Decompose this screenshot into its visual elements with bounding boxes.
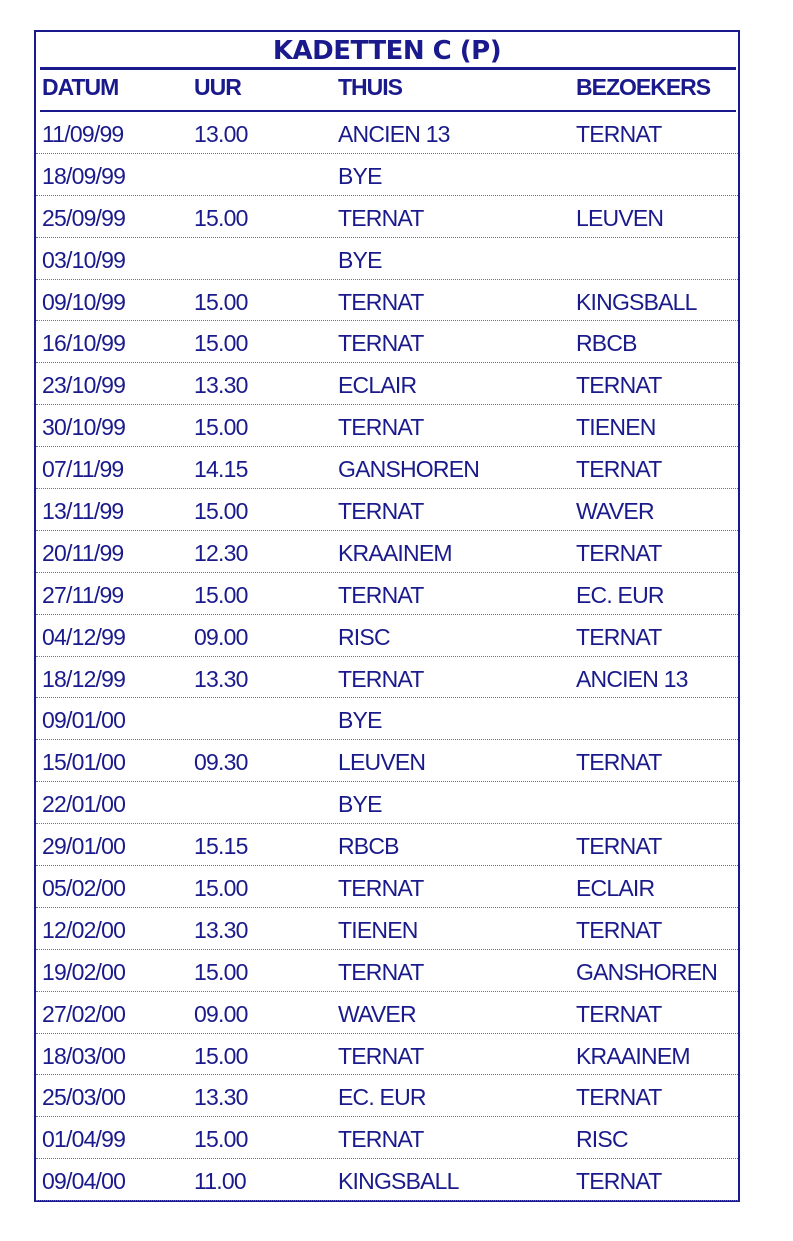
cell-datum: 16/10/99: [42, 330, 126, 357]
cell-bezoekers: KINGSBALL: [576, 288, 697, 315]
header-uur: UUR: [194, 74, 241, 100]
cell-uur: 15.00: [194, 1126, 248, 1153]
table-row: [36, 908, 738, 950]
table-row: [36, 950, 738, 992]
cell-datum: 05/02/00: [42, 875, 126, 902]
header-thuis: THUIS: [338, 74, 402, 100]
cell-uur: 14.15: [194, 456, 248, 483]
cell-bezoekers: TERNAT: [576, 623, 662, 650]
table-row: [36, 238, 738, 280]
cell-datum: 22/01/00: [42, 791, 126, 818]
table-row: [36, 405, 738, 447]
cell-datum: 12/02/00: [42, 916, 126, 943]
cell-bezoekers: TERNAT: [576, 1168, 662, 1195]
cell-uur: 11.00: [194, 1168, 246, 1195]
cell-thuis: TERNAT: [338, 204, 424, 231]
table-row: [36, 698, 738, 740]
table-row: [36, 992, 738, 1034]
table-row: [36, 782, 738, 824]
cell-datum: 03/10/99: [42, 246, 126, 273]
cell-bezoekers: GANSHOREN: [576, 958, 718, 985]
table-row: [36, 489, 738, 531]
cell-thuis: TERNAT: [338, 288, 424, 315]
cell-uur: 09.30: [194, 749, 248, 776]
cell-bezoekers: TERNAT: [576, 916, 662, 943]
cell-thuis: ECLAIR: [338, 372, 417, 399]
table-row: [36, 1034, 738, 1076]
table-body: [36, 112, 738, 1201]
cell-thuis: RISC: [338, 623, 390, 650]
cell-bezoekers: TERNAT: [576, 833, 662, 860]
cell-thuis: EC. EUR: [338, 1084, 426, 1111]
cell-bezoekers: TERNAT: [576, 539, 662, 566]
header-datum: DATUM: [42, 74, 119, 100]
cell-uur: 15.00: [194, 204, 248, 231]
cell-thuis: BYE: [338, 707, 382, 734]
table-row: [36, 1117, 738, 1159]
cell-datum: 01/04/99: [42, 1126, 126, 1153]
cell-thuis: TERNAT: [338, 414, 424, 441]
cell-uur: 15.00: [194, 581, 248, 608]
cell-uur: 13.30: [194, 372, 248, 399]
table-row: [36, 363, 738, 405]
table-row: [36, 740, 738, 782]
cell-uur: 15.00: [194, 330, 248, 357]
cell-datum: 25/09/99: [42, 204, 126, 231]
cell-thuis: TIENEN: [338, 916, 418, 943]
cell-bezoekers: TERNAT: [576, 121, 662, 147]
cell-thuis: TERNAT: [338, 498, 424, 525]
cell-bezoekers: WAVER: [576, 498, 654, 525]
cell-uur: 09.00: [194, 623, 248, 650]
cell-uur: 12.30: [194, 539, 248, 566]
cell-thuis: RBCB: [338, 833, 399, 860]
cell-uur: 15.00: [194, 498, 248, 525]
cell-datum: 27/02/00: [42, 1000, 126, 1027]
cell-datum: 25/03/00: [42, 1084, 126, 1111]
table-row: [36, 321, 738, 363]
cell-datum: 15/01/00: [42, 749, 126, 776]
header-bezoekers: BEZOEKERS: [576, 74, 711, 100]
cell-thuis: BYE: [338, 791, 382, 818]
cell-bezoekers: TERNAT: [576, 456, 662, 483]
cell-datum: 20/11/99: [42, 539, 124, 566]
cell-thuis: GANSHOREN: [338, 456, 480, 483]
cell-datum: 18/03/00: [42, 1042, 126, 1069]
cell-bezoekers: EC. EUR: [576, 581, 664, 608]
cell-bezoekers: RBCB: [576, 330, 637, 357]
cell-uur: 13.30: [194, 916, 248, 943]
cell-uur: 13.30: [194, 665, 248, 692]
cell-bezoekers: LEUVEN: [576, 204, 664, 231]
table-row: [36, 1075, 738, 1117]
table-row: [36, 447, 738, 489]
cell-bezoekers: RISC: [576, 1126, 628, 1153]
cell-datum: 18/09/99: [42, 162, 126, 189]
table-title: KADETTEN C (P): [272, 36, 502, 66]
table-row: [36, 615, 738, 657]
table-header-row: [36, 74, 738, 110]
table-row: [36, 531, 738, 573]
cell-uur: 13.00: [194, 121, 248, 147]
cell-datum: 09/01/00: [42, 707, 126, 734]
cell-uur: 15.15: [194, 833, 248, 860]
cell-uur: 15.00: [194, 1042, 248, 1069]
cell-bezoekers: TERNAT: [576, 372, 662, 399]
cell-thuis: KRAAINEM: [338, 539, 452, 566]
cell-thuis: ANCIEN 13: [338, 121, 450, 147]
cell-uur: 09.00: [194, 1000, 248, 1027]
cell-thuis: TERNAT: [338, 958, 424, 985]
cell-uur: 15.00: [194, 414, 248, 441]
cell-thuis: TERNAT: [338, 581, 424, 608]
cell-datum: 23/10/99: [42, 372, 126, 399]
cell-bezoekers: TERNAT: [576, 1000, 662, 1027]
cell-uur: 13.30: [194, 1084, 248, 1111]
cell-thuis: TERNAT: [338, 1042, 424, 1069]
cell-thuis: KINGSBALL: [338, 1168, 459, 1195]
table-row: [36, 280, 738, 322]
cell-bezoekers: TERNAT: [576, 749, 662, 776]
table-row: [36, 112, 738, 154]
cell-thuis: BYE: [338, 162, 382, 189]
cell-datum: 30/10/99: [42, 414, 126, 441]
schedule-table: [34, 30, 740, 1202]
cell-bezoekers: KRAAINEM: [576, 1042, 690, 1069]
table-row: [36, 866, 738, 908]
cell-datum: 13/11/99: [42, 498, 124, 525]
cell-thuis: WAVER: [338, 1000, 416, 1027]
cell-datum: 27/11/99: [42, 581, 124, 608]
cell-datum: 18/12/99: [42, 665, 126, 692]
cell-bezoekers: TIENEN: [576, 414, 656, 441]
cell-datum: 09/04/00: [42, 1168, 126, 1195]
cell-thuis: TERNAT: [338, 665, 424, 692]
table-row: [36, 1159, 738, 1201]
cell-thuis: BYE: [338, 246, 382, 273]
table-row: [36, 824, 738, 866]
cell-thuis: TERNAT: [338, 330, 424, 357]
cell-bezoekers: ANCIEN 13: [576, 665, 688, 692]
cell-datum: 11/09/99: [42, 121, 124, 147]
cell-datum: 19/02/00: [42, 958, 126, 985]
table-row: [36, 154, 738, 196]
cell-datum: 29/01/00: [42, 833, 126, 860]
cell-thuis: TERNAT: [338, 875, 424, 902]
cell-uur: 15.00: [194, 288, 248, 315]
table-row: [36, 573, 738, 615]
table-row: [36, 657, 738, 699]
cell-thuis: TERNAT: [338, 1126, 424, 1153]
cell-datum: 07/11/99: [42, 456, 124, 483]
cell-bezoekers: ECLAIR: [576, 875, 655, 902]
cell-uur: 15.00: [194, 875, 248, 902]
cell-datum: 09/10/99: [42, 288, 126, 315]
title-divider: [40, 67, 736, 70]
cell-bezoekers: TERNAT: [576, 1084, 662, 1111]
cell-datum: 04/12/99: [42, 623, 126, 650]
table-row: [36, 196, 738, 238]
cell-thuis: LEUVEN: [338, 749, 426, 776]
cell-uur: 15.00: [194, 958, 248, 985]
